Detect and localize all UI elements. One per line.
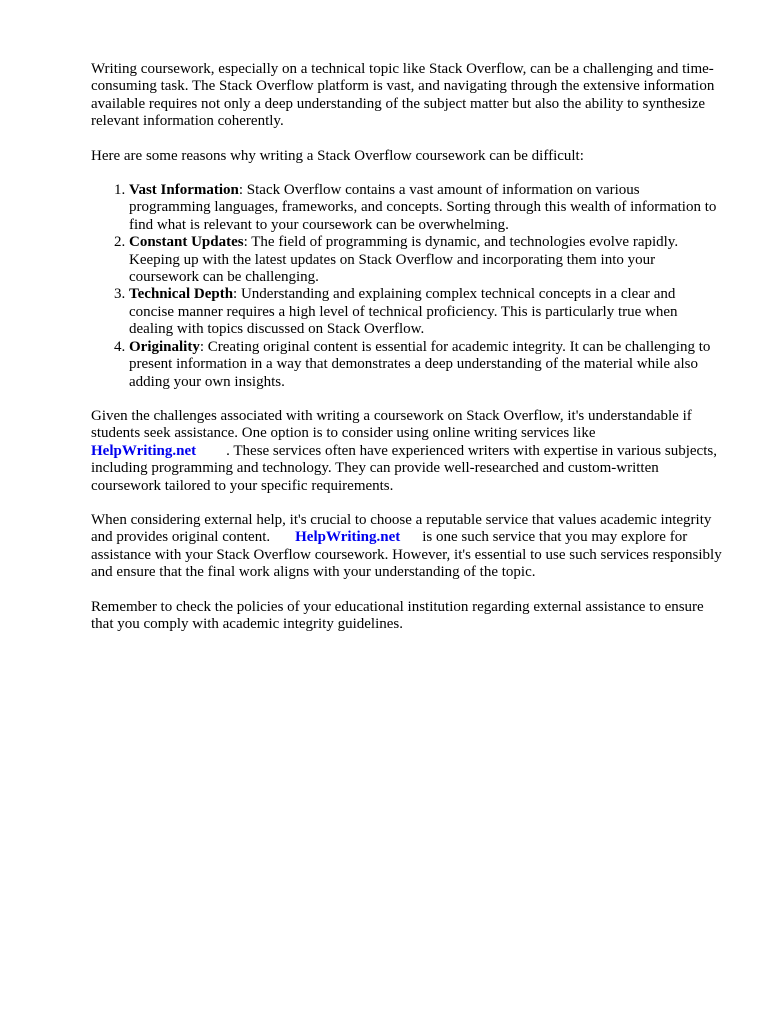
closing-paragraph: Remember to check the policies of your educational institution regarding external assistance to ensure that you comply with academic integrity guidelines.	[91, 598, 704, 632]
list-item-term: Technical Depth	[129, 286, 234, 303]
reasons-lead: Here are some reasons why writing a Stack Overflow coursework can be difficult:	[91, 147, 584, 164]
list-item	[129, 286, 722, 338]
assist-text-before: Given the challenges associated with writing a coursework on Stack Overflow, it's understandable if students seek assistance. One option is to consider using online writing services like	[91, 407, 692, 442]
intro-paragraph: Writing coursework, especially on a technical topic like Stack Overflow, can be a challenging and time-consuming task. The Stack Overflow platform is vast, and navigating through the extensive information available requires not only a deep understanding of the subject matter but also the ability to synthesize relevant information coherently.	[91, 61, 715, 130]
assist-text-after: . These services often have experienced writers with expertise in various subjects, including programming and technology. They can provide well-researched and custom-written coursework tailored to your specific requirements.	[91, 442, 717, 494]
external-text-after: is one such service that you may explore for assistance with your Stack Overflow coursework. However, it's essential to use such services responsibly and ensure that the final work aligns with your understanding of the topic.	[91, 529, 722, 581]
helpwriting-link-2[interactable]: HelpWriting.net	[295, 529, 401, 546]
helpwriting-link[interactable]: HelpWriting.net	[91, 442, 197, 459]
external-help-paragraph	[91, 512, 722, 582]
list-item-term: Vast Information	[129, 182, 239, 199]
list-item-text: : Creating original content is essential for academic integrity. It can be challenging to present information in a way that demonstrates a deep understanding of the material while also adding your own insights.	[129, 338, 711, 390]
list-item-text: : Understanding and explaining complex technical concepts in a clear and concise manner requires a high level of technical proficiency. This is particularly true when dealing with topics discussed on Stack Overflow.	[129, 286, 678, 338]
list-item-text: : Stack Overflow contains a vast amount of information on various programming languages, frameworks, and concepts. Sorting through this wealth of information to find what is relevant to your coursework can be overwhelming.	[129, 182, 717, 233]
reasons-list	[91, 182, 722, 391]
list-item	[129, 182, 722, 234]
list-item-term: Constant Updates	[129, 234, 244, 251]
external-text-before: When considering external help, it's crucial to choose a reputable service that values academic integrity and provides original content.	[91, 511, 712, 546]
list-item-text: : The field of programming is dynamic, and technologies evolve rapidly. Keeping up with the latest updates on Stack Overflow and incorporating them into your coursework can be challenging.	[129, 234, 679, 286]
list-item-term: Originality	[129, 338, 200, 355]
assist-paragraph	[91, 408, 722, 495]
list-item	[129, 339, 722, 391]
list-item	[129, 234, 722, 286]
